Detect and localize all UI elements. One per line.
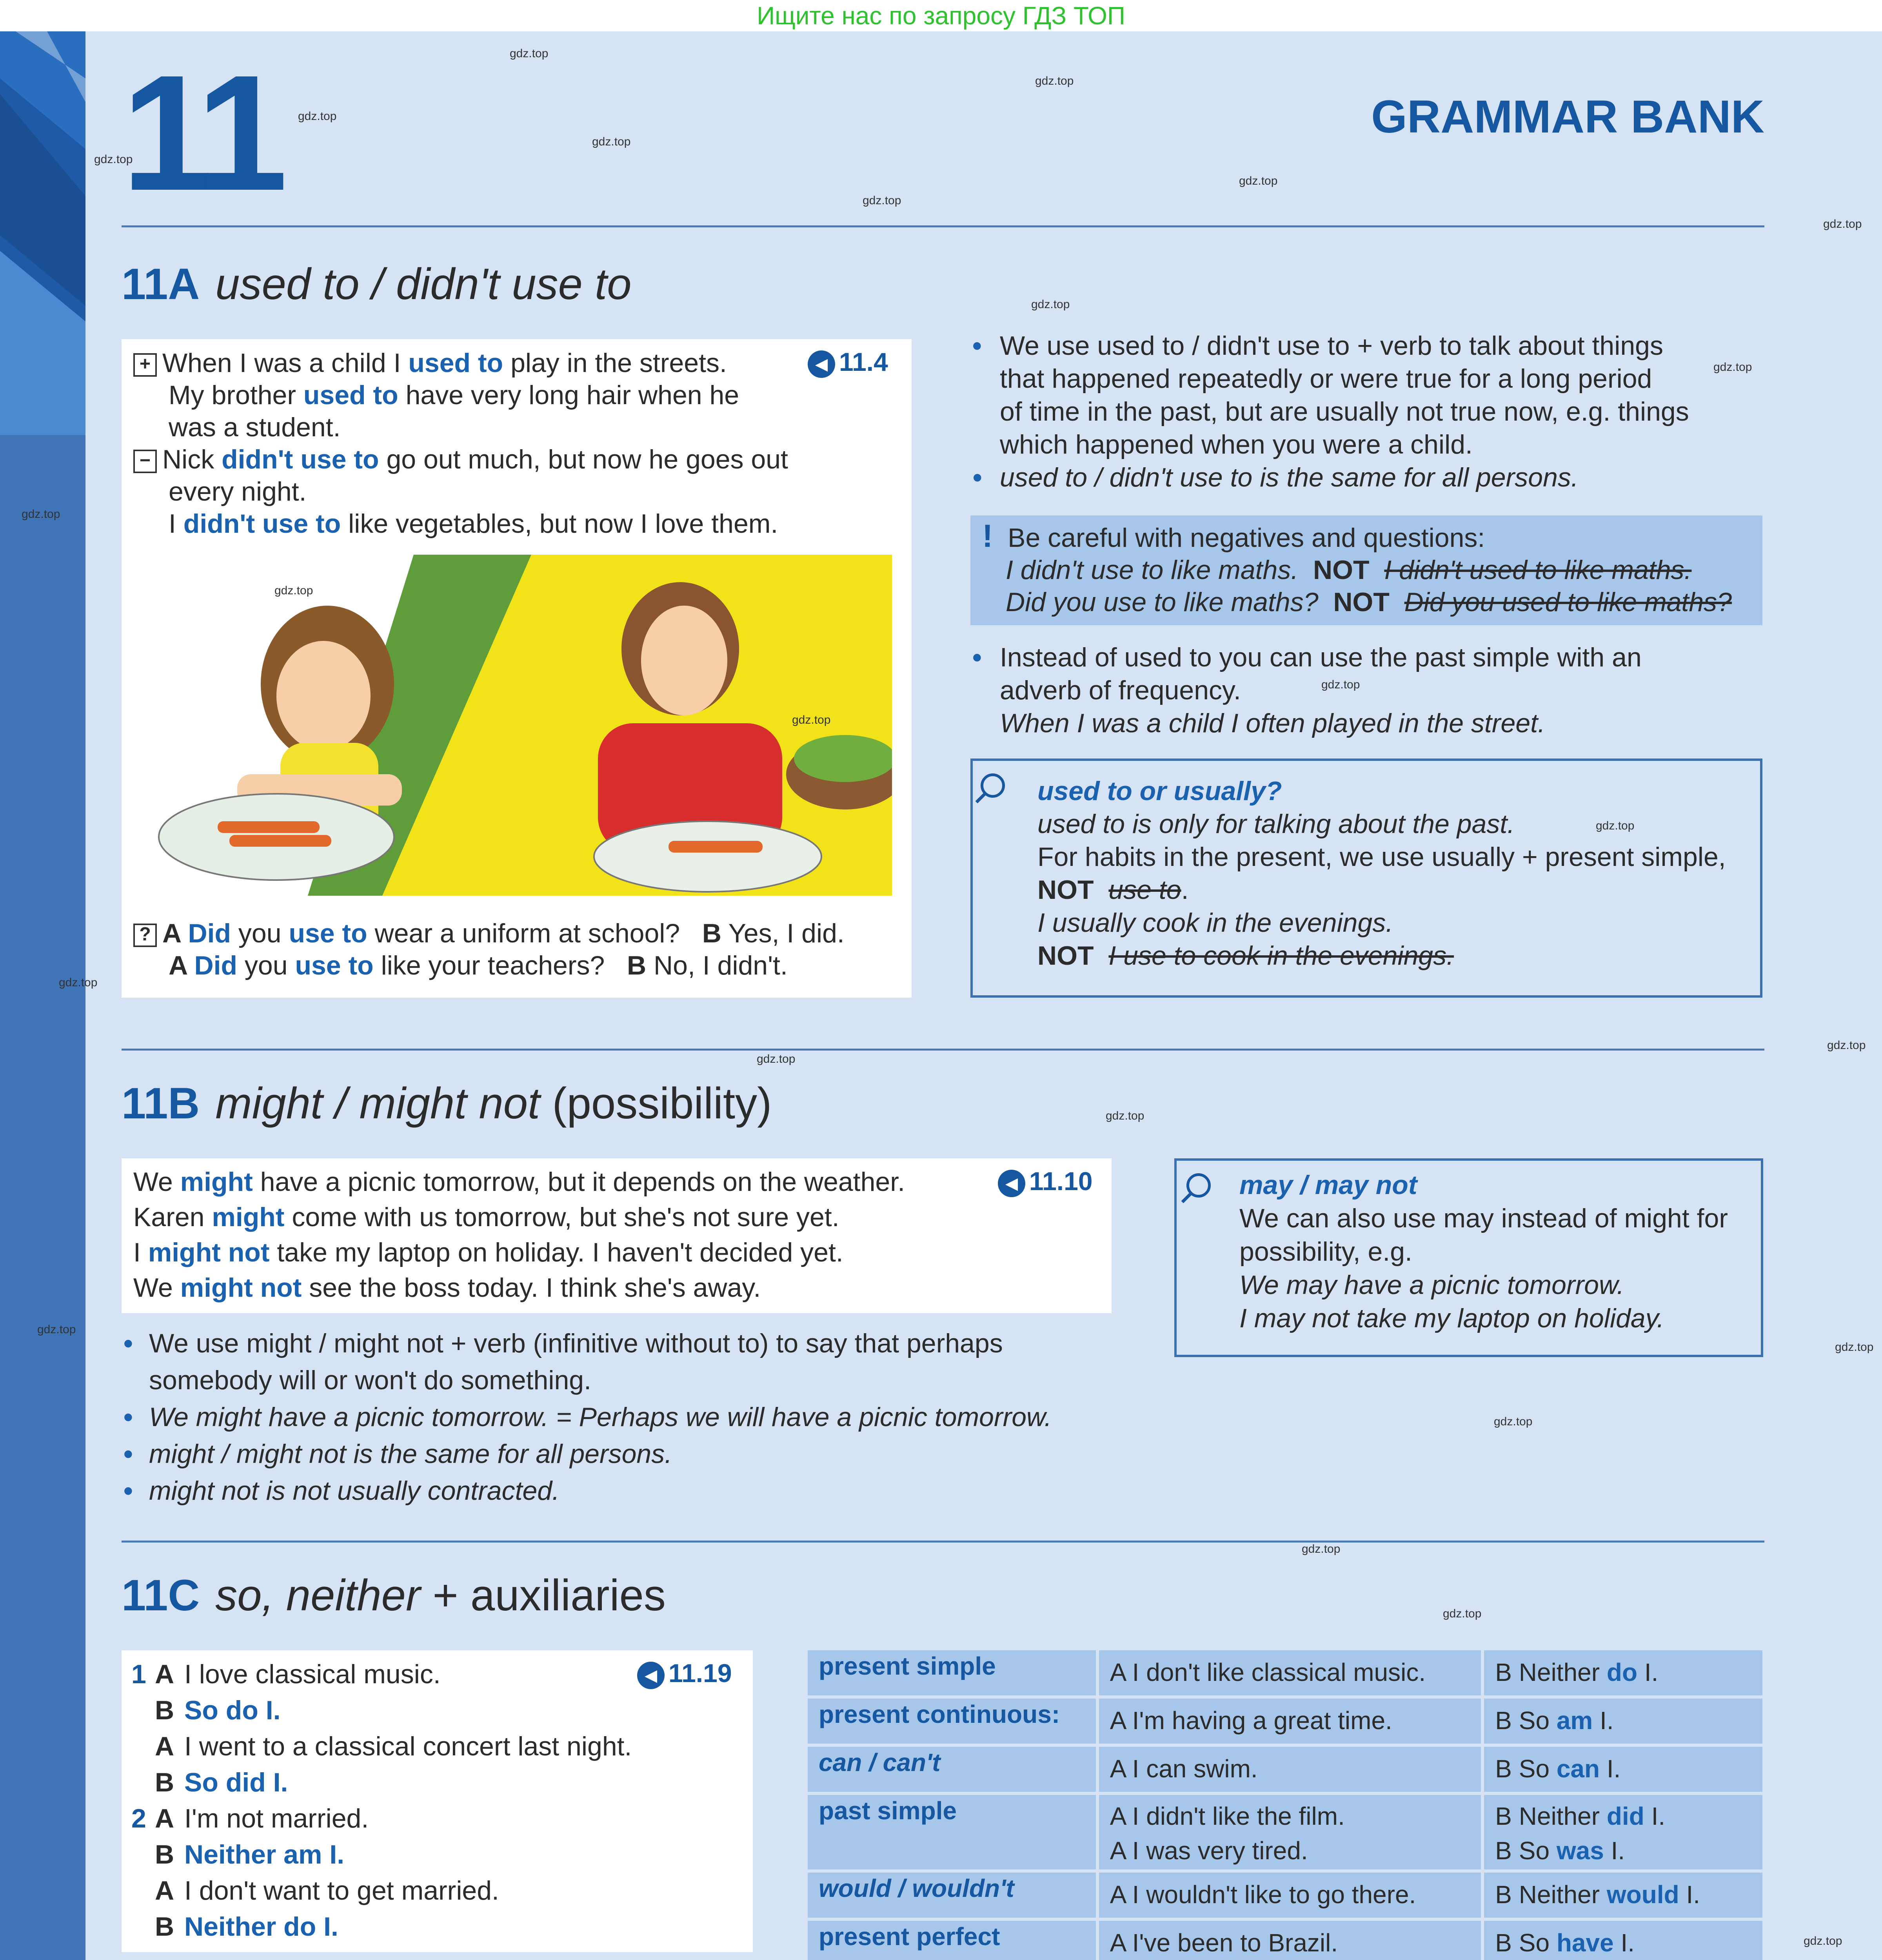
examples-11b: We might have a picnic tomorrow, but it depends on the weather. Karen might come with us tomorrow, but she's not sure yet. I might not take my laptop on holiday. I haven't decided yet. We might not see the boss today. I think she's away. xyxy=(133,1167,905,1303)
exclamation-icon: ! xyxy=(982,518,993,554)
rules-11a: • We use used to / didn't use to + verb to talk about things that happened repeatedly or were true for a long period of time in the past, but are usually not true now, e.g. things which happened when you were a child. • used to / didn't use to is the same for all persons. xyxy=(972,331,1689,492)
audio-track-11-19[interactable]: ◀ 11.19 xyxy=(637,1658,732,1689)
watermark-text: gdz.top xyxy=(510,47,549,60)
section-code: 11A xyxy=(122,260,200,309)
table-row: would / wouldn't A I wouldn't like to go there. B Neither would I. xyxy=(808,1873,1762,1918)
watermark-text: gdz.top xyxy=(1239,174,1278,187)
auxiliaries-table xyxy=(808,1650,1762,1960)
watermark-text: gdz.top xyxy=(592,135,631,148)
positive-examples: + When I was a child I used to play in the streets. My brother used to have very long hair when he was a student. − Nick didn't use to go out much, but now he goes out every night. I didn't use to like vegetables, but now I love them. xyxy=(133,347,898,540)
question-examples: ? A Did you use to wear a uniform at school? B Yes, I did. A Did you use to like your teachers? B No, I didn't. xyxy=(133,917,898,982)
watermark-text: gdz.top xyxy=(1827,1039,1866,1052)
watermark-text: gdz.top xyxy=(1443,1607,1482,1620)
table-row: past simple A I didn't like the film. A I was very tired. B Neither did I. B So was I. xyxy=(808,1795,1762,1869)
note-box-used-to-usually: used to or usually? used to is only for talking about the past. For habits in the present, we use usually + present simple, NOT use to. I usually cook in the evenings. NOT I use to cook in the evenings. xyxy=(970,759,1762,998)
table-row: present perfect A I've been to Brazil. B So have I. xyxy=(808,1921,1762,1960)
note-box-may: may / may not We can also use may instead of might for possibility, e.g. We may have a picnic tomorrow. I may not take my laptop on holiday. xyxy=(1174,1158,1763,1357)
watermark-text: gdz.top xyxy=(757,1053,796,1065)
watermark-text: gdz.top xyxy=(1596,819,1635,832)
magnifier-icon xyxy=(1186,1173,1211,1198)
unit-number: 11 xyxy=(122,41,280,225)
watermark-text: gdz.top xyxy=(1321,678,1360,691)
table-row: present continuous: A I'm having a great time. B So am I. xyxy=(808,1699,1762,1744)
watermark-text: gdz.top xyxy=(1835,1341,1874,1354)
illustration-children-vegetables xyxy=(139,555,892,896)
watermark-text: gdz.top xyxy=(1106,1109,1144,1122)
warning-box-11a: ! Be careful with negatives and questions: I didn't use to like maths. NOT I didn't used to like maths. Did you use to like maths? NOT Did you used to like maths? xyxy=(970,515,1762,625)
divider xyxy=(122,225,1764,227)
watermark-text: gdz.top xyxy=(792,713,831,726)
watermark-text: gdz.top xyxy=(1494,1415,1533,1428)
watermark-text: gdz.top xyxy=(59,976,98,989)
watermark-text: gdz.top xyxy=(1031,298,1070,311)
watermark-text: gdz.top xyxy=(274,584,313,597)
rules-11b: • We use might / might not + verb (infinitive without to) to say that perhaps somebody will or won't do something. • We might have a picnic tomorrow. = Perhaps we will have a picnic tomorrow. • might / might not is the same for all persons. • might not is not usually contracted. xyxy=(124,1328,1052,1506)
speaker-icon: ◀ xyxy=(998,1170,1025,1197)
watermark-text: gdz.top xyxy=(1823,218,1862,230)
rule-frequency: • Instead of used to you can use the past simple with an adverb of frequency. When I was a child I often played in the street. xyxy=(972,642,1642,738)
section-11c-title: 11C so, neither + auxiliaries xyxy=(122,1571,666,1620)
minus-icon: − xyxy=(133,450,157,473)
magnifier-icon xyxy=(981,773,1005,798)
audio-track-11-4[interactable]: ◀ 11.4 xyxy=(808,347,888,378)
page-title: GRAMMAR BANK xyxy=(1371,91,1764,143)
divider xyxy=(122,1541,1764,1543)
watermark-text: gdz.top xyxy=(298,110,337,123)
watermark-text: gdz.top xyxy=(94,153,133,166)
section-11b-title: 11B might / might not (possibility) xyxy=(122,1079,772,1128)
table-row: can / can't A I can swim. B So can I. xyxy=(808,1747,1762,1792)
watermark-text: gdz.top xyxy=(1804,1935,1842,1947)
question-icon: ? xyxy=(133,924,157,947)
speaker-icon: ◀ xyxy=(808,350,835,378)
top-banner[interactable]: Ищите нас по запросу ГДЗ ТОП xyxy=(0,0,1882,31)
decorative-shards xyxy=(0,31,85,435)
section-11a-title xyxy=(122,259,632,309)
section-topic: used to / didn't use to xyxy=(215,260,632,309)
watermark-text: gdz.top xyxy=(37,1323,76,1336)
table-row: present simple A I don't like classical music. B Neither do I. xyxy=(808,1650,1762,1695)
watermark-text: gdz.top xyxy=(1035,74,1074,87)
examples-11c: 1 A I love classical music. B So do I. A I went to a classical concert last night. B So did I. 2 A I'm not married. B Neither am I. A I don't want to get married. B Neither do I. xyxy=(131,1659,632,1942)
watermark-text: gdz.top xyxy=(22,508,60,521)
page-edge-stripe-dark xyxy=(0,31,85,435)
watermark-text: gdz.top xyxy=(1302,1543,1341,1555)
speaker-icon: ◀ xyxy=(637,1662,665,1689)
plus-icon: + xyxy=(133,353,157,377)
watermark-text: gdz.top xyxy=(1713,361,1752,374)
audio-track-11-10[interactable]: ◀ 11.10 xyxy=(998,1166,1093,1197)
watermark-text: gdz.top xyxy=(863,194,901,207)
divider xyxy=(122,1049,1764,1051)
